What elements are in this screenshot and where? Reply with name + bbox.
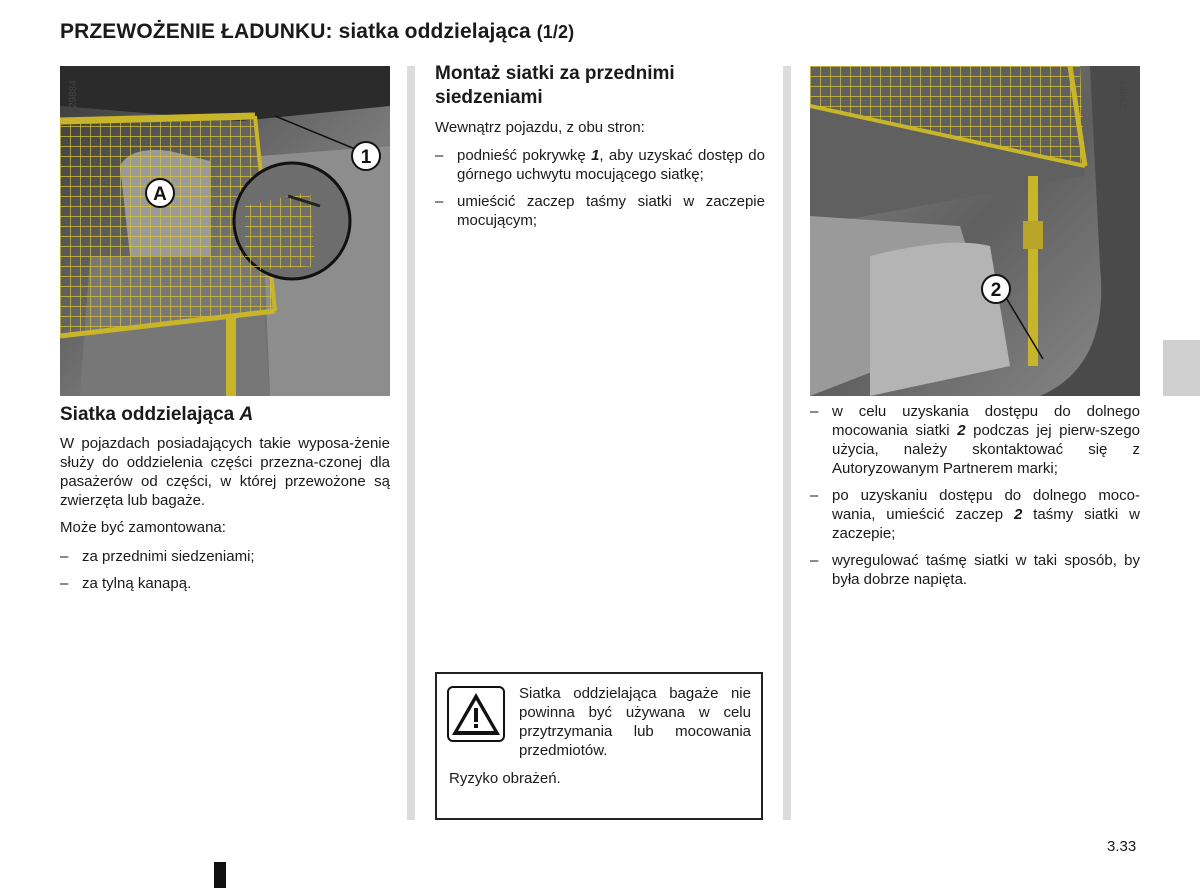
dash-glyph: – (810, 552, 819, 569)
warning-text: Siatka oddzielająca bagaże nie powinna być używana w celu przytrzymania lub mocowania przedmiotów. (519, 685, 751, 759)
figure-code-1: 29884 (68, 80, 79, 108)
step-text: umieścić zaczep taśmy siatki w zaczepie mocującym; (457, 193, 765, 229)
figure-net-front (60, 66, 390, 396)
mount-intro: Może być zamontowana: (60, 519, 226, 536)
section-heading-mounting: Montaż siatki za przednimi siedzeniami (435, 63, 675, 108)
figure-code-2: 29885 (1119, 80, 1130, 108)
step-text-after: , aby uzyskać dostęp do górnego uchwytu mocującego siatkę; (457, 147, 765, 183)
step-text-after: podczas jej pierw-szego użycia, należy skontaktować się z Autoryzowanym Partnerem marki; (832, 422, 1141, 477)
mounting-steps-list (435, 146, 765, 238)
section-heading-net-a (60, 403, 253, 427)
warning-triangle-icon (447, 686, 505, 742)
column-divider-right (783, 66, 791, 820)
list-item (810, 402, 1140, 478)
intro-paragraph: W pojazdach posiadających takie wyposa-żenie służy do oddzielenia części przezna-czonej dla pasażerów od części, w której przewożone są zwierzęta lub bagaże. (60, 435, 390, 509)
mount-options-list (60, 547, 390, 601)
page-title (60, 20, 574, 44)
list-item-text: za tylną kanapą. (82, 575, 192, 592)
list-item (60, 574, 390, 593)
mounting-intro: Wewnątrz pojazdu, z obu stron: (435, 119, 645, 136)
dash-glyph: – (60, 548, 69, 565)
chapter-tab (1163, 340, 1200, 396)
list-item (435, 146, 765, 184)
step-text: w celu uzyskania dostępu do dolnego mocowania siatki (832, 403, 1140, 439)
list-item (810, 551, 1140, 589)
callout-2: 2 (990, 280, 1002, 301)
step-ref: 1 (591, 147, 600, 164)
dash-glyph: – (810, 487, 819, 504)
figure-net-lower-anchor (810, 66, 1140, 396)
crop-mark (214, 862, 226, 888)
title-part: (1/2) (536, 22, 575, 42)
callout-1: 1 (360, 147, 372, 168)
warning-risk: Ryzyko obrażeń. (449, 770, 561, 787)
heading-ref-a: A (239, 404, 254, 425)
page-number: 3.33 (1107, 838, 1137, 855)
column-divider-left (407, 66, 415, 820)
step-text: podnieść pokrywkę (457, 147, 592, 164)
illustration-lower-anchor (810, 66, 1140, 396)
list-item-text: za przednimi siedzeniami; (82, 548, 255, 565)
heading-text: Siatka oddzielająca (60, 404, 240, 425)
step-text: wyregulować taśmę siatki w taki sposób, by była dobrze napięta. (832, 552, 1140, 588)
step-ref: 2 (1013, 506, 1023, 523)
illustration-front-seat-net (60, 66, 390, 396)
list-item (435, 192, 765, 230)
step-text-after: taśmy siatki w zaczepie; (832, 506, 1140, 542)
dash-glyph: – (435, 193, 444, 210)
step-ref: 2 (957, 422, 966, 439)
lower-anchor-steps-list (810, 402, 1140, 597)
callout-a: A (153, 184, 167, 205)
list-item (810, 486, 1140, 543)
dash-glyph: – (810, 403, 819, 420)
warning-box (435, 672, 763, 820)
dash-glyph: – (60, 575, 69, 592)
step-text: po uzyskaniu dostępu do dolnego moco-wania, umieścić zaczep (832, 487, 1140, 523)
title-text: PRZEWOŻENIE ŁADUNKU: siatka oddzielająca (60, 20, 531, 43)
dash-glyph: – (435, 147, 444, 164)
list-item (60, 547, 390, 566)
